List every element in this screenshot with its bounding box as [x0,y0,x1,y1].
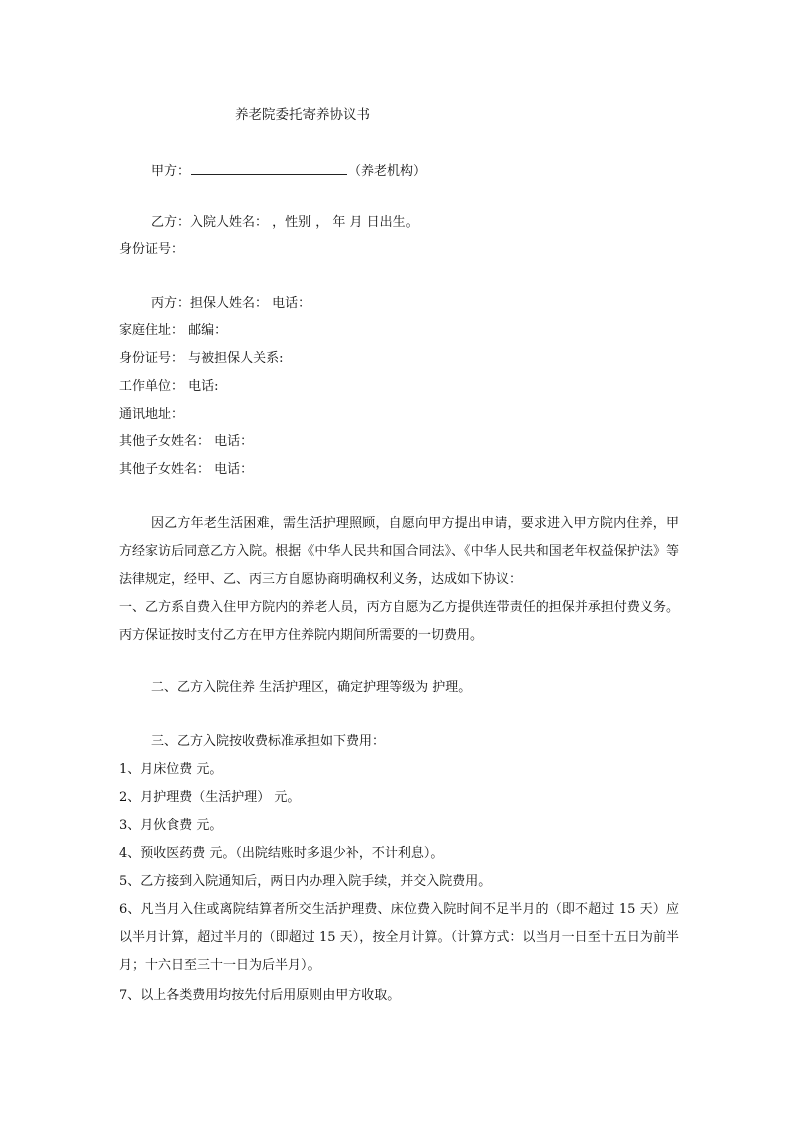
fee-item-7: 7、以上各类费用均按先付后用原则由甲方收取。 [119,988,401,1003]
clause-2: 二、乙方入院住养 生活护理区，确定护理等级为 护理。 [151,680,472,695]
intro-paragraph: 因乙方年老生活困难，需生活护理照顾，自愿向甲方提出申请，要求进入甲方院内住养，甲方经家访后同意乙方入院。根据《中华人民共和国合同法》、《中华人民共和国老年权益保护法》等法律规定，经甲、乙、丙三方自愿协商明确权利义务，达成如下协议： [119,516,679,587]
fee-item-6: 6、凡当月入住或离院结算者所交生活护理费、床位费入院时间不足半月的（即不超过 15 天）应以半月计算，超过半月的（即超过 15 天），按全月计算。（计算方式：以当月一日至十五日为前半月；十六日至三十一日为后半月）。 [119,902,679,973]
other-child-line-1: 其他子女姓名： 电话： [119,434,254,449]
party-c-address-line: 家庭住址： 邮编： [119,323,228,338]
party-a-suffix: （养老机构） [348,164,427,179]
party-c-mail-line: 通讯地址： [119,407,185,422]
fee-item-5: 5、乙方接到入院通知后，两日内办理入院手续，并交入院费用。 [119,874,492,889]
fee-item-1: 1、月床位费 元。 [119,762,223,777]
clause-1: 一、乙方系自费入住甲方院内的养老人员，丙方自愿为乙方提供连带责任的担保并承担付费义务。丙方保证按时支付乙方在甲方住养院内期间所需要的一切费用。 [119,600,679,643]
fee-item-3: 3、月伙食费 元。 [119,818,223,833]
party-c-work-line: 工作单位： 电话: [119,379,219,394]
party-c-line: 丙方：担保人姓名： 电话： [151,296,312,311]
clause-3-heading: 三、乙方入院按收费标准承担如下费用： [151,734,386,749]
party-a-line [151,161,426,180]
party-a-label: 甲方： [151,164,191,179]
document-title: 养老院委托寄养协议书 [235,107,370,123]
party-c-id-line: 身份证号： 与被担保人关系: [119,351,284,366]
party-b-id-line: 身份证号： [119,242,185,257]
party-a-blank [191,161,347,175]
fee-item-4: 4、预收医药费 元。（出院结账时多退少补，不计利息）。 [119,846,444,861]
fee-item-2: 2、月护理费（生活护理） 元。 [119,790,301,805]
other-child-line-2: 其他子女姓名： 电话： [119,462,254,477]
party-b-line: 乙方：入院人姓名： ，性别 ， 年 月 日出生。 [151,215,419,230]
